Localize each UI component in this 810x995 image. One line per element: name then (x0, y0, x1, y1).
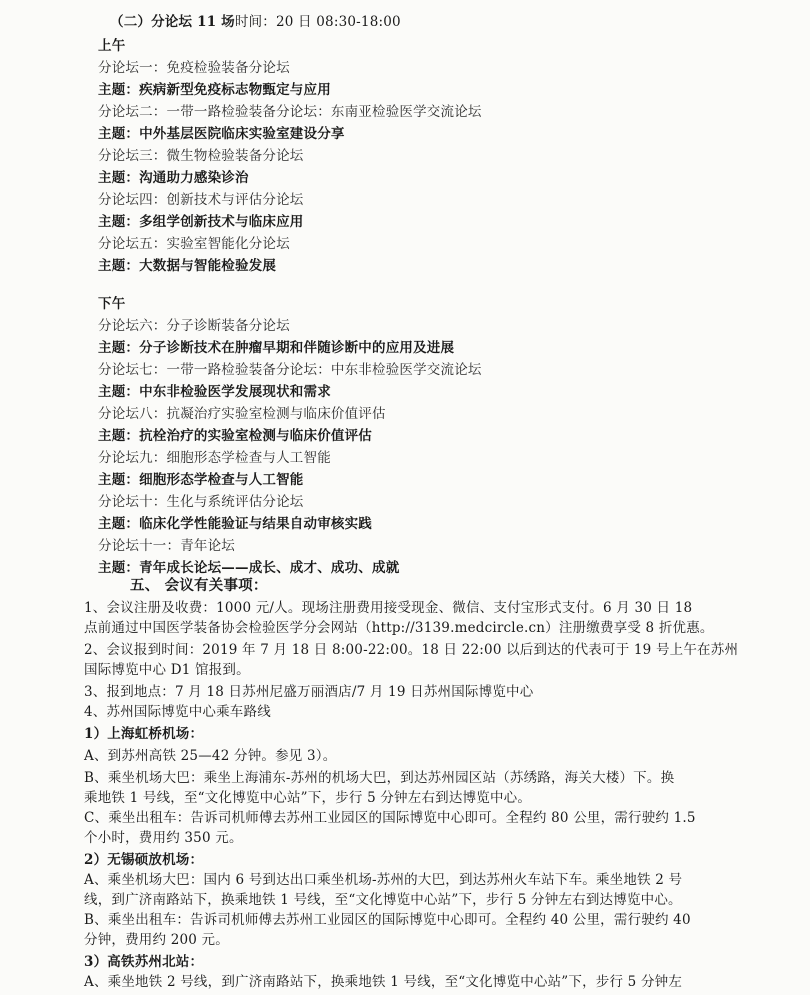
forum-11: 分论坛十一：青年论坛 (98, 538, 235, 554)
route-2-b-line-1: B、乘坐出租车：告诉司机师傅去苏州工业园区的国际博览中心即可。全程约 40 公里，需行驶约 40 (84, 912, 691, 928)
theme-1: 主题：疾病新型免疫标志物甄定与应用 (98, 82, 331, 98)
route-1-a: A、到苏州高铁 25—42 分钟。参见 3）。 (84, 748, 337, 764)
theme-7: 主题：中东非检验医学发展现状和需求 (98, 384, 331, 400)
forum-8: 分论坛八：抗凝治疗实验室检测与临床价值评估 (98, 406, 386, 422)
item-2-line-2: 国际博览中心 D1 馆报到。 (84, 662, 250, 678)
route-1-c-line-2: 个小时，费用约 350 元。 (84, 830, 243, 846)
theme-3: 主题：沟通助力感染诊治 (98, 170, 249, 186)
route-1-c-line-1: C、乘坐出租车：告诉司机师傅去苏州工业园区的国际博览中心即可。全程约 80 公里，需行驶约 1.5 (84, 810, 696, 826)
theme-4: 主题：多组学创新技术与临床应用 (98, 214, 304, 230)
section5-title: 五、 会议有关事项： (130, 577, 268, 594)
forum-1: 分论坛一：免疫检验装备分论坛 (98, 60, 290, 76)
forum-9: 分论坛九：细胞形态学检查与人工智能 (98, 450, 331, 466)
route-1-b-line-1: B、乘坐机场大巴：乘坐上海浦东-苏州的机场大巴，到达苏州园区站（苏绣路，海关大楼）下。换 (84, 770, 675, 786)
forum-4: 分论坛四：创新技术与评估分论坛 (98, 192, 304, 208)
forum-6: 分论坛六：分子诊断装备分论坛 (98, 318, 290, 334)
item-1-line-2: 点前通过中国医学装备协会检验医学分会网站（http://3139.medcircle.cn）注册缴费享受 8 折优惠。 (84, 620, 714, 636)
route-1-heading: 1）上海虹桥机场： (84, 726, 204, 742)
afternoon-label: 下午 (98, 296, 126, 312)
forum-10: 分论坛十：生化与系统评估分论坛 (98, 494, 304, 510)
item-2-line-1: 2、会议报到时间：2019 年 7 月 18 日 8:00-22:00。18 日 22:00 以后到达的代表可于 19 号上午在苏州 (84, 642, 739, 658)
route-2-b-line-2: 分钟，费用约 200 元。 (84, 932, 229, 948)
theme-5: 主题：大数据与智能检验发展 (98, 258, 277, 274)
theme-8: 主题：抗栓治疗的实验室检测与临床价值评估 (98, 428, 372, 444)
route-2-a-line-2: 线，到广济南路站下，换乘地铁 1 号线，至“文化博览中心站”下，步行 5 分钟左右到达博览中心。 (84, 892, 682, 908)
theme-9: 主题：细胞形态学检查与人工智能 (98, 472, 304, 488)
section2-time: 时间：20 日 08:30-18:00 (234, 14, 401, 30)
route-2-heading: 2）无锡硕放机场： (84, 852, 204, 868)
item-1-line-1: 1、会议注册及收费：1000 元/人。现场注册费用接受现金、微信、支付宝形式支付。6 月 30 日 18 (84, 600, 693, 616)
section2-title: （二）分论坛 11 场 (110, 14, 235, 30)
theme-11: 主题：青年成长论坛——成长、成才、成功、成就 (98, 560, 400, 576)
section2-header (110, 12, 810, 32)
item-4: 4、苏州国际博览中心乘车路线 (84, 704, 271, 720)
route-2-a-line-1: A、乘坐机场大巴：国内 6 号到达出口乘坐机场-苏州的大巴，到达苏州火车站下车。乘坐地铁 2 号 (84, 872, 683, 888)
route-3-a-line-1: A、乘坐地铁 2 号线，到广济南路站下，换乘地铁 1 号线，至“文化博览中心站”下，步行 5 分钟左 (84, 974, 683, 990)
forum-7: 分论坛七：一带一路检验装备分论坛：中东非检验医学交流论坛 (98, 362, 482, 378)
forum-2: 分论坛二：一带一路检验装备分论坛：东南亚检验医学交流论坛 (98, 104, 482, 120)
theme-2: 主题：中外基层医院临床实验室建设分享 (98, 126, 345, 142)
forum-5: 分论坛五：实验室智能化分论坛 (98, 236, 290, 252)
forum-3: 分论坛三：微生物检验装备分论坛 (98, 148, 304, 164)
route-1-b-line-2: 乘地铁 1 号线，至“文化博览中心站”下，步行 5 分钟左右到达博览中心。 (84, 790, 532, 806)
theme-6: 主题：分子诊断技术在肿瘤早期和伴随诊断中的应用及进展 (98, 340, 455, 356)
morning-label: 上午 (98, 38, 126, 54)
route-3-heading: 3）高铁苏州北站： (84, 954, 204, 970)
theme-10: 主题：临床化学性能验证与结果自动审核实践 (98, 516, 372, 532)
item-3: 3、报到地点：7 月 18 日苏州尼盛万丽酒店/7 月 19 日苏州国际博览中心 (84, 684, 534, 700)
